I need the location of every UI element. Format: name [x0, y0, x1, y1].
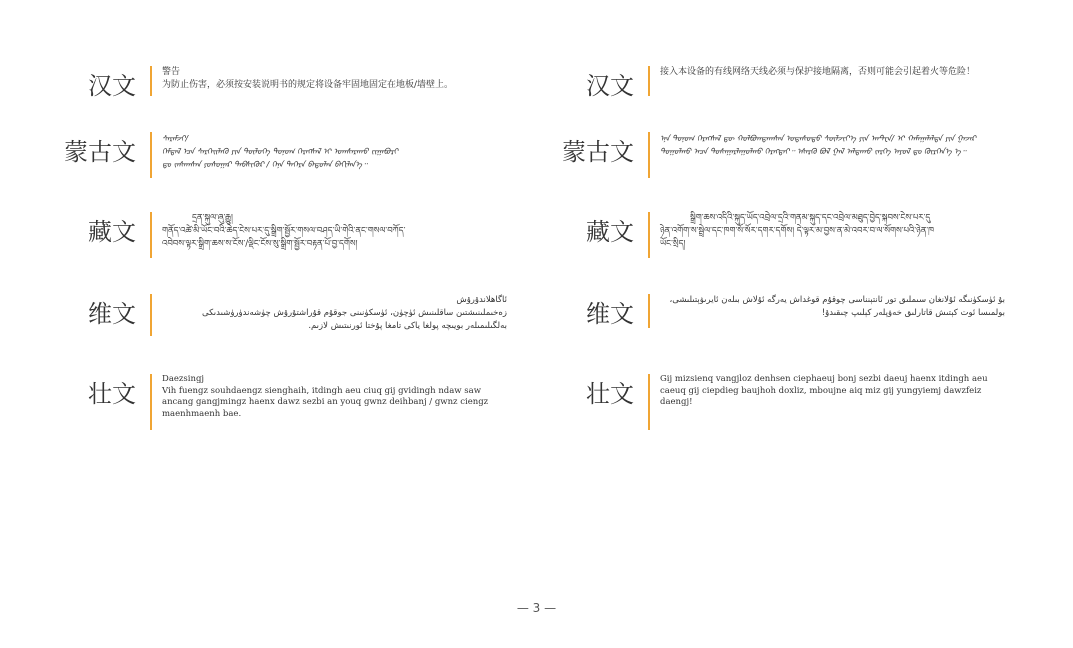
accent-bar [150, 374, 152, 430]
right-bo-content [660, 212, 1005, 251]
right-za-block [548, 370, 1008, 440]
tibetan-line: འབེབས་ལྟར་སྒྲིག་ཆས་ས་ངོས་/ལྡིང་ངོས་སུ་སྒྲིག་སྦྱོར་བརྟན་པོ་བྱ་དགོས། [162, 239, 358, 249]
warning-title: 警告 [162, 67, 181, 77]
uyghur-line: بۇ ئۈسكۈنىگە ئۇلانغان سىملىق تور ئانتېنناسى چوقۇم قوغداش يەرگە ئۇلاش بىلەن ئايرىۋېتىلىشى، [669, 295, 1005, 305]
lang-label-zhuang: 壮文 [586, 380, 634, 408]
left-za-content [162, 374, 507, 420]
accent-bar [648, 66, 650, 96]
lang-label-mongolian: 蒙古文 [562, 138, 634, 166]
left-zh-content [162, 66, 507, 92]
accent-bar [150, 212, 152, 258]
right-za-content [660, 374, 1005, 409]
left-ug-content [162, 294, 507, 333]
accent-bar [150, 132, 152, 178]
lang-label-zhuang: 壮文 [88, 380, 136, 408]
lang-label-uyghur: 维文 [88, 300, 136, 328]
lang-label-mongolian: 蒙古文 [64, 138, 136, 166]
tibetan-line: ཉེན་འགོག་ས་སྦྲེལ་དང་ཁག་སོ་སོར་དགར་དགོས། དེ་ལྟར་མ་བྱས་ན་མེ་འབར་བ་ལ་སོགས་པའི་ཉེན་ཁ [660, 226, 935, 236]
left-zh-block [50, 62, 510, 122]
accent-bar [648, 374, 650, 430]
accent-bar [648, 294, 650, 328]
warning-text: 接入本设备的有线网络天线必须与保护接地隔离，否则可能会引起着火等危险！ [660, 67, 976, 77]
left-za-block [50, 370, 510, 440]
zhuang-title: Daezsingj [162, 374, 205, 384]
uyghur-line: زەخىملىنىشتىن ساقلىنىش ئۈچۈن، ئۈسكۈنىنى جوقۇم قۇراشتۇرۇش چۈشەندۈرۈشىدىكى [202, 308, 507, 318]
lang-label-chinese: 汉文 [586, 72, 634, 100]
tibetan-line: དྲན་སྐུལ་ཞུ་རྒྱུ། [192, 213, 233, 223]
right-zh-content [660, 66, 1005, 79]
right-mn-content [660, 132, 1005, 158]
left-mn-block [50, 128, 510, 188]
left-ug-block [50, 290, 510, 350]
left-bo-content [162, 212, 507, 251]
right-ug-content [660, 294, 1005, 320]
accent-bar [150, 294, 152, 336]
tibetan-line: གནོད་འཚེ་མི་ཡོང་བའི་ཆེད་ངེས་པར་དུ་སྒྲིག་སྦྱོར་གསལ་བཤད་ཡི་གེའི་ནང་གསལ་བཀོད་ [162, 226, 406, 236]
left-mn-content [162, 132, 507, 171]
uyghur-line: ئاگاھلاندۇرۇش [456, 295, 507, 305]
mongolian-line: ᠳᠤ ᠵᠠᠰᠠᠭᠰᠠᠨ ᠶᠣᠰᠣᠭᠠᠷ ᠳᠡᠪᠰᠢᠭᠦᠷ / ᠬᠡᠨᠡ ᠳᠡᠭᠡᠷᠡ ᠪᠠᠳᠤᠯᠠᠨ ᠪᠡᠬᠢᠯᠡᠨ᠎ᠡ᠃ [162, 160, 368, 169]
uyghur-line: بەلگىلىمىلەر بويىچە پولغا ياكى تامغا پۇختا ئورنىتىش لازىم. [308, 321, 507, 331]
mongolian-line: ᠡᠨᠡ ᠲᠣᠨᠣᠭ ᠬᠡᠷᠡᠭᠰᠡᠯ ᠳᠦ ᠬᠣᠯᠪᠣᠭᠳᠠᠭᠰᠠᠨ ᠤᠲᠠᠰᠤᠲᠤ ᠰᠦᠯᠵᠢᠶ᠎ᠡ ᠶᠢᠨ ᠠᠨᠲᠧᠨ/ ᠢ ᠬᠠᠮᠠᠭᠠᠯᠠᠯᠲᠠ ᠶᠢᠨ ᠭᠠᠵᠠᠷ [660, 134, 976, 143]
mongolian-line: ᠰᠡᠷᠡᠮᠵᠢ/ [162, 134, 189, 143]
page-number: — 3 — [516, 601, 557, 615]
right-bo-block [548, 208, 1008, 268]
right-ug-block [548, 290, 1008, 350]
accent-bar [150, 66, 152, 96]
warning-text: 为防止伤害，必须按安装说明书的规定将设备牢固地固定在地板/墙壁上。 [162, 80, 454, 90]
lang-label-tibetan: 藏文 [88, 218, 136, 246]
accent-bar [648, 212, 650, 258]
zhuang-text: Vih fuengz souhdaengz sienghaih, itdingh aeu ciuq gij gvidingh ndaw saw ancang gangjmingz haenx dawz sezbi an youq gwnz deihbanj / gwnz ciengz maenhmaenh bae. [162, 385, 489, 419]
lang-label-uyghur: 维文 [586, 300, 634, 328]
lang-label-chinese: 汉文 [88, 72, 136, 100]
uyghur-line: بولمىسا ئوت كېتىش قاتارلىق خەۋپلەر كېلىپ چىقىدۇ! [821, 308, 1005, 318]
left-bo-block [50, 208, 510, 268]
lang-label-tibetan: 藏文 [586, 218, 634, 246]
accent-bar [648, 132, 650, 178]
mongolian-line: ᠲᠤᠭᠤᠯᠬᠤ ᠠᠴᠠ ᠲᠤᠰᠠᠭᠠᠷᠯᠠᠭᠤᠯᠬᠤ ᠬᠡᠷᠡᠭᠲᠡᠶ᠃ ᠡᠰᠡᠷᠬᠦ ᠪᠣᠯ ᠭᠠᠯ ᠠᠯᠳᠠᠬᠤ ᠵᠡᠷᠭᠡ ᠠᠶᠤᠯ ᠳᠤ ᠬᠦᠷᠭᠡᠨ᠎ᠡ ᠡ᠃ [660, 147, 966, 156]
zhuang-text: Gij mizsienq vangjloz denhsen ciephaeuj bonj sezbi daeuj haenx itdingh aeu caeuq gij ciepdieg baujhoh doxliz, mboujne aiq miz gij yungyiemj dawzfeiz daengj! [660, 374, 988, 407]
tibetan-line: ཡོང་སྲིད། [660, 239, 686, 249]
right-mn-block [548, 128, 1008, 188]
right-zh-block [548, 62, 1008, 122]
mongolian-line: ᠭᠡᠮᠲᠡᠯ ᠡᠴᠡ ᠰᠡᠷᠭᠡᠢᠯᠡᠬᠦ ᠶᠢᠨ ᠲᠥᠯᠥᠭᠡ ᠲᠣᠨᠣᠭ ᠬᠡᠷᠡᠭᠰᠡᠯ ᠢ ᠤᠭᠰᠠᠷᠠᠬᠤ ᠵᠢᠭᠠᠪᠤᠷᠢ [162, 147, 399, 156]
tibetan-line: སྒྲིག་ཆས་འདིའི་སྐུད་ཡོད་འབྲེལ་དྲའི་གནམ་སྐུད་དང་འབྲེལ་མཐུད་བྱེད་སྐབས་ངེས་པར་དུ [690, 213, 931, 223]
